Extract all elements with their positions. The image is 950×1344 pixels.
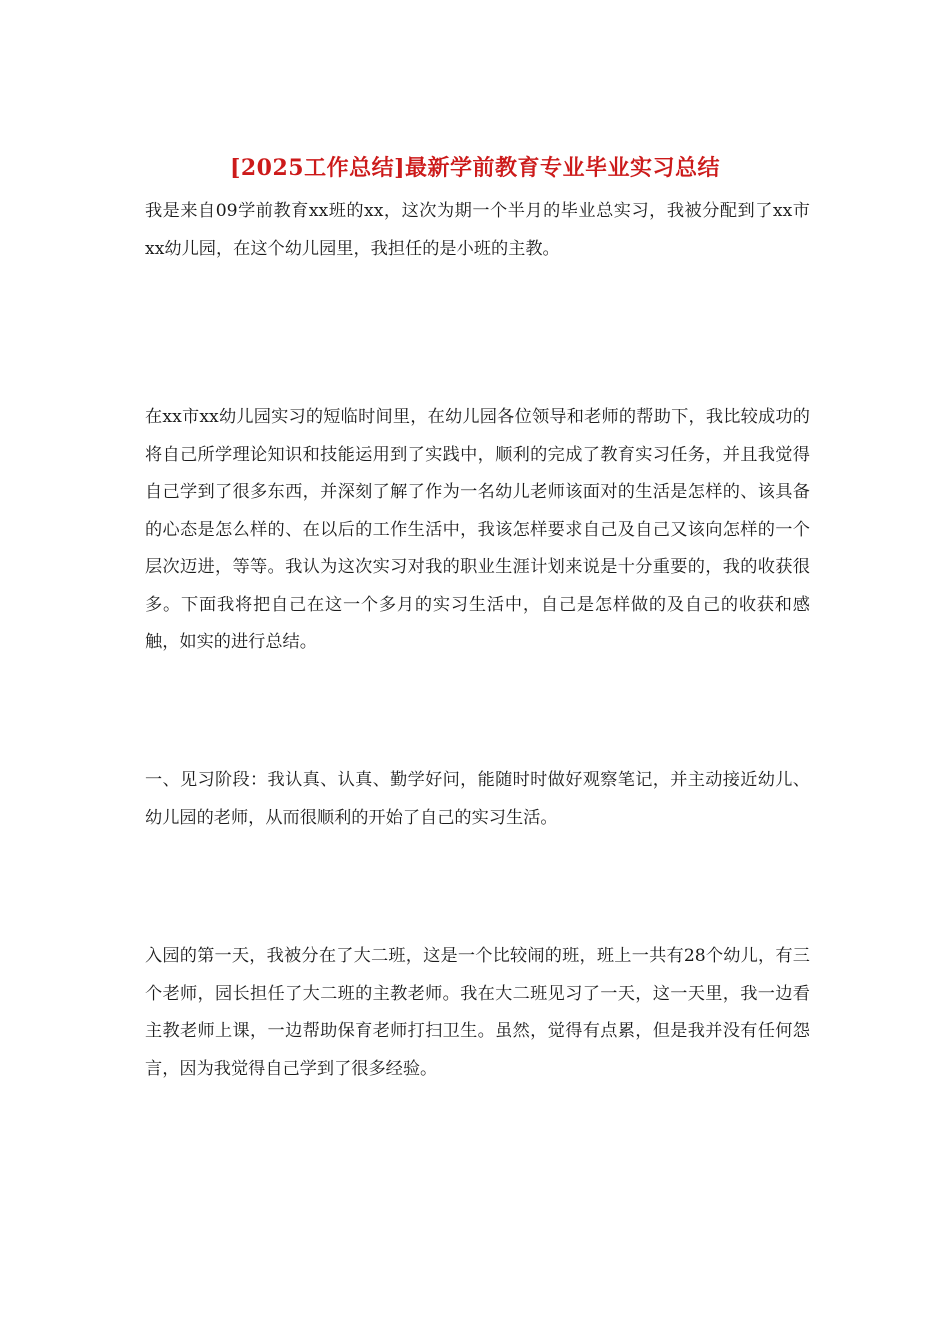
paragraph-observation-stage: 一、见习阶段：我认真、认真、勤学好问，能随时时做好观察笔记，并主动接近幼儿、幼儿园的老师，从而很顺利的开始了自己的实习生活。 — [145, 770, 810, 828]
paragraph-first-day: 入园的第一天，我被分在了大二班，这是一个比较闹的班，班上一共有28个幼儿，有三个老师，园长担任了大二班的主教老师。我在大二班见习了一天，这一天里，我一边看主教老师上课，一边帮助保育老师打扫卫生。虽然，觉得有点累，但是我并没有任何怨言，因为我觉得自己学到了很多经验。 — [145, 946, 810, 1079]
paragraph-intro: 我是来自09学前教育xx班的xx，这次为期一个半月的毕业总实习，我被分配到了xx市xx幼儿园，在这个幼儿园里，我担任的是小班的主教。 — [145, 201, 810, 259]
paragraph-summary: 在xx市xx幼儿园实习的短临时间里，在幼儿园各位领导和老师的帮助下，我比较成功的将自己所学理论知识和技能运用到了实践中，顺利的完成了教育实习任务，并且我觉得自己学到了很多东西，并深刻了解了作为一名幼儿老师该面对的生活是怎样的、该具备的心态是怎么样的、在以后的工作生活中，我该怎样要求自己及自己又该向怎样的一个层次迈进，等等。我认为这次实习对我的职业生涯计划来说是十分重要的，我的收获很多。下面我将把自己在这一个多月的实习生活中，自己是怎样做的及自己的收获和感触，如实的进行总结。 — [145, 407, 810, 652]
document-title: [2025工作总结]最新学前教育专业毕业实习总结 — [229, 155, 721, 181]
